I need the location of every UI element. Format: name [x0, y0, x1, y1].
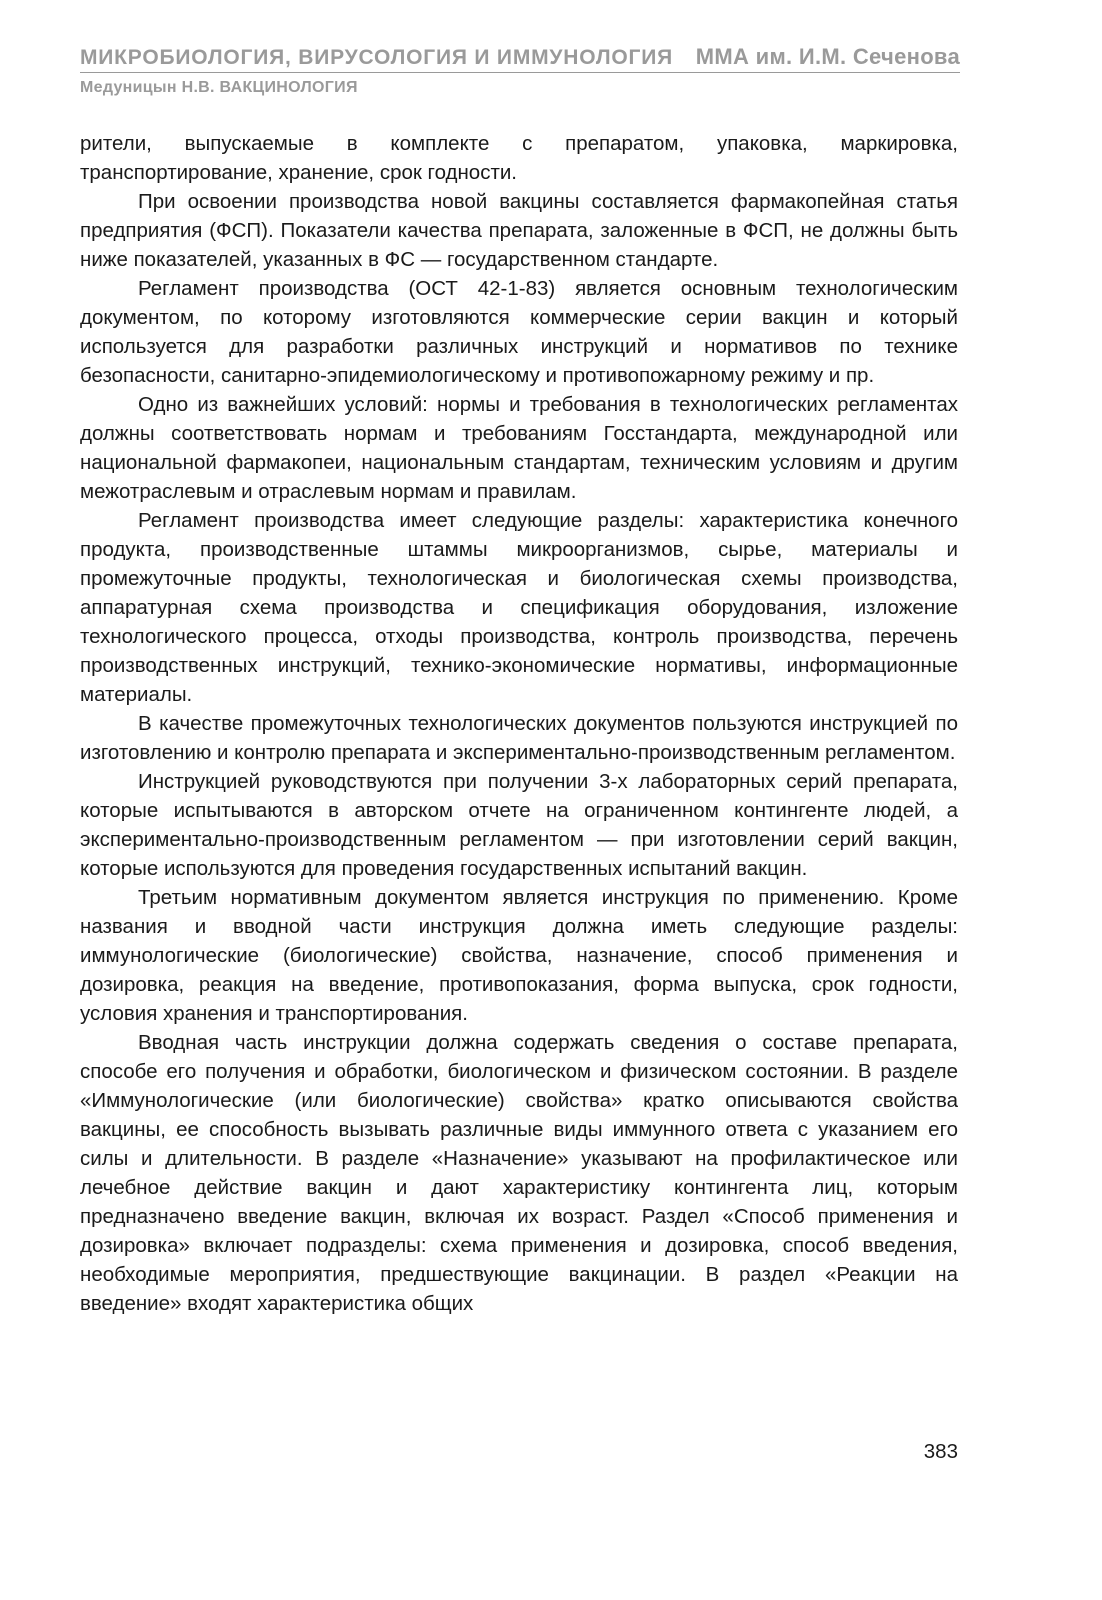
- page-number: 383: [923, 1440, 958, 1463]
- paragraph: При освоении производства новой вакцины составляется фармакопейная статья предприятия (ФСП). Показатели качества препарата, заложенные в ФСП, не должны быть ниже показателей, указанных в ФС — государственном стандарте.: [80, 190, 958, 271]
- page-body: [80, 129, 958, 1318]
- running-header: [80, 44, 960, 97]
- paragraph-continuation: рители, выпускаемые в комплекте с препаратом, упаковка, маркировка, транспортирование, хранение, срок годности.: [80, 132, 958, 184]
- paragraph: Регламент производства (ОСТ 42-1-83) является основным технологическим документом, по которому изготовляются коммерческие серии вакцин и который используется для разработки различных инструкций и нормативов по технике безопасности, санитарно-эпидемиологическому и противопожарному режиму и пр.: [80, 277, 958, 387]
- header-row: [80, 44, 960, 73]
- paragraph: Вводная часть инструкции должна содержать сведения о составе препарата, способе его получения и обработки, биологическом и физическом состоянии. В разделе «Иммунологические (или биологические) свойства» кратко описываются свойства вакцины, ее способность вызывать различные виды иммунного ответа с указанием его силы и длительности. В разделе «Назначение» указывают на профилактическое или лечебное действие вакцин и дают характеристику контингента лиц, которым предназначено введение вакцин, включая их возраст. Раздел «Способ применения и дозировка» включает подразделы: схема применения и дозировка, способ введения, необходимые мероприятия, предшествующие вакцинации. В раздел «Реакции на введение» входят характеристика общих: [80, 1031, 958, 1315]
- header-book-title: Медуницын Н.В. ВАКЦИНОЛОГИЯ: [80, 79, 358, 96]
- paragraph: Одно из важнейших условий: нормы и требования в технологических регламентах должны соответствовать нормам и требованиям Госстандарта, международной или национальной фармакопеи, национальным стандартам, техническим условиям и другим межотраслевым и отраслевым нормам и правилам.: [80, 393, 958, 503]
- paragraph: В качестве промежуточных технологических документов пользуются инструкцией по изготовлению и контролю препарата и экспериментально-производственным регламентом.: [80, 712, 958, 764]
- paragraph: Третьим нормативным документом является инструкция по применению. Кроме названия и вводной части инструкция должна иметь следующие разделы: иммунологические (биологические) свойства, назначение, способ применения и дозировка, реакция на введение, противопоказания, форма выпуска, срок годности, условия хранения и транспортирования.: [80, 886, 958, 1025]
- paragraph: Инструкцией руководствуются при получении 3-х лабораторных серий препарата, которые испытываются в авторском отчете на ограниченном контингенте людей, а экспериментально-производственным регламентом — при изготовлении серий вакцин, которые используются для проведения государственных испытаний вакцин.: [80, 770, 958, 880]
- paragraph: Регламент производства имеет следующие разделы: характеристика конечного продукта, производственные штаммы микроорганизмов, сырье, материалы и промежуточные продукты, технологическая и биологическая схемы производства, аппаратурная схема производства и спецификация оборудования, изложение технологического процесса, отходы производства, контроль производства, перечень производственных инструкций, технико-экономические нормативы, информационные материалы.: [80, 509, 958, 706]
- header-subject: МИКРОБИОЛОГИЯ, ВИРУСОЛОГИЯ И ИММУНОЛОГИЯ: [80, 46, 674, 69]
- header-institution: ММА им. И.М. Сеченова: [695, 44, 960, 69]
